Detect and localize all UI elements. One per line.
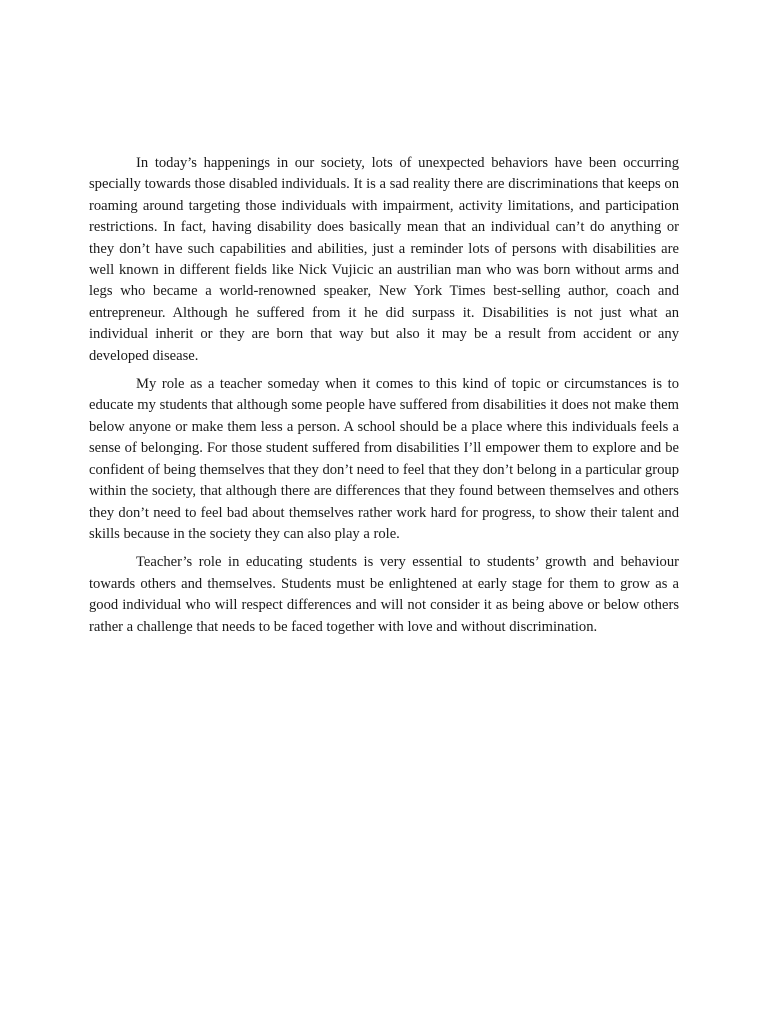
document-body [89,153,679,645]
paragraph-2: My role as a teacher someday when it comes to this kind of topic or circumstances is to educate my students that although some people have suffered from disabilities it does not make them below anyone or make them less a person. A school should be a place where this individuals feels a sense of belonging. For those student suffered from disabilities I’ll empower them to explore and be confident of being themselves that they don’t need to feel that they don’t belong in a particular group within the society, that although there are differences that they found between themselves and others they don’t need to feel bad about themselves rather work hard for progress, to show their talent and skills because in the society they can also play a role. [89,376,679,542]
paragraph-3: Teacher’s role in educating students is very essential to students’ growth and behaviour towards others and themselves. Students must be enlightened at early stage for them to grow as a good individual who will respect differences and will not consider it as being above or below others rather a challenge that needs to be faced together with love and without discrimination. [89,554,679,635]
paragraph-1: In today’s happenings in our society, lots of unexpected behaviors have been occurring specially towards those disabled individuals. It is a sad reality there are discriminations that keeps on roaming around targeting those individuals with impairment, activity limitations, and participation restrictions. In fact, having disability does basically mean that an individual can’t do anything or they don’t have such capabilities and abilities, just a reminder lots of persons with disabilities are well known in different fields like Nick Vujicic an austrilian man who was born without arms and legs who became a world-renowned speaker, New York Times best-selling author, coach and entrepreneur. Although he suffered from it he did surpass it. Disabilities is not just what an individual inherit or they are born that way but also it may be a result from accident or any developed disease. [89,155,679,364]
